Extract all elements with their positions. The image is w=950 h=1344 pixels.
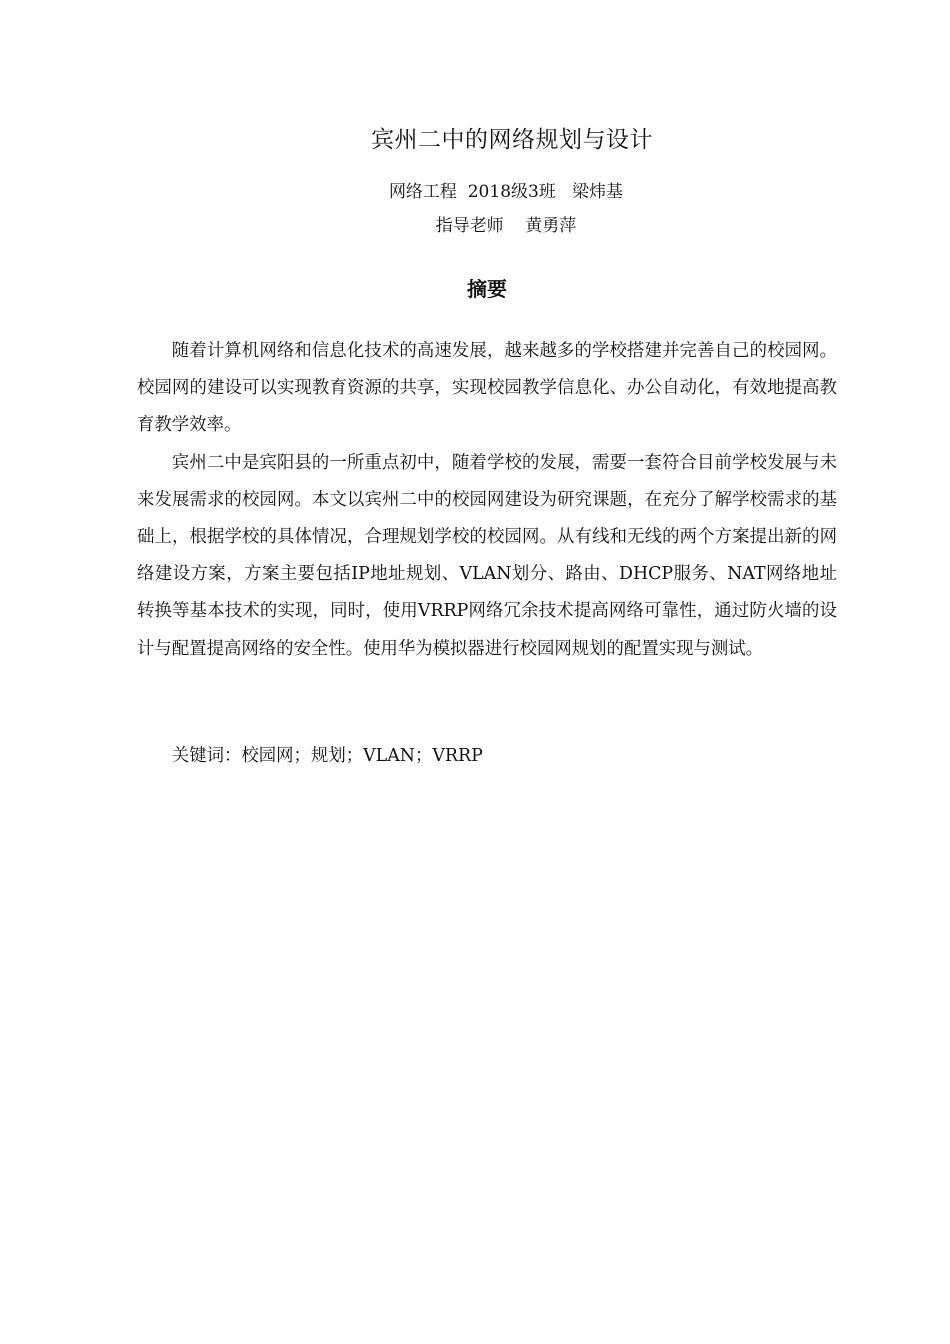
abstract-paragraph-1: 随着计算机网络和信息化技术的高速发展，越来越多的学校搭建并完善自己的校园网。校园网的建设可以实现教育资源的共享，实现校园教学信息化、办公自动化，有效地提高教育教学效率。 (137, 341, 837, 436)
paper-title: 宾州二中的网络规划与设计 (371, 127, 653, 153)
advisor-line: 指导老师 黄勇萍 (435, 216, 577, 236)
abstract-heading: 摘要 (467, 277, 507, 301)
keywords-line: 关键词：校园网；规划；VLAN；VRRP (171, 746, 483, 766)
abstract-body (137, 333, 837, 668)
author-line: 网络工程 2018级3班 梁炜基 (388, 182, 624, 202)
abstract-paragraph-2: 宾州二中是宾阳县的一所重点初中，随着学校的发展，需要一套符合目前学校发展与未来发展需求的校园网。本文以宾州二中的校园网建设为研究课题，在充分了解学校需求的基础上，根据学校的具体情况，合理规划学校的校园网。从有线和无线的两个方案提出新的网络建设方案，方案主要包括IP地址规划、VLAN划分、路由、DHCP服务、NAT网络地址转换等基本技术的实现，同时，使用VRRP网络冗余技术提高网络可靠性，通过防火墙的设计与配置提高网络的安全性。使用华为模拟器进行校园网规划的配置实现与测试。 (137, 452, 837, 659)
